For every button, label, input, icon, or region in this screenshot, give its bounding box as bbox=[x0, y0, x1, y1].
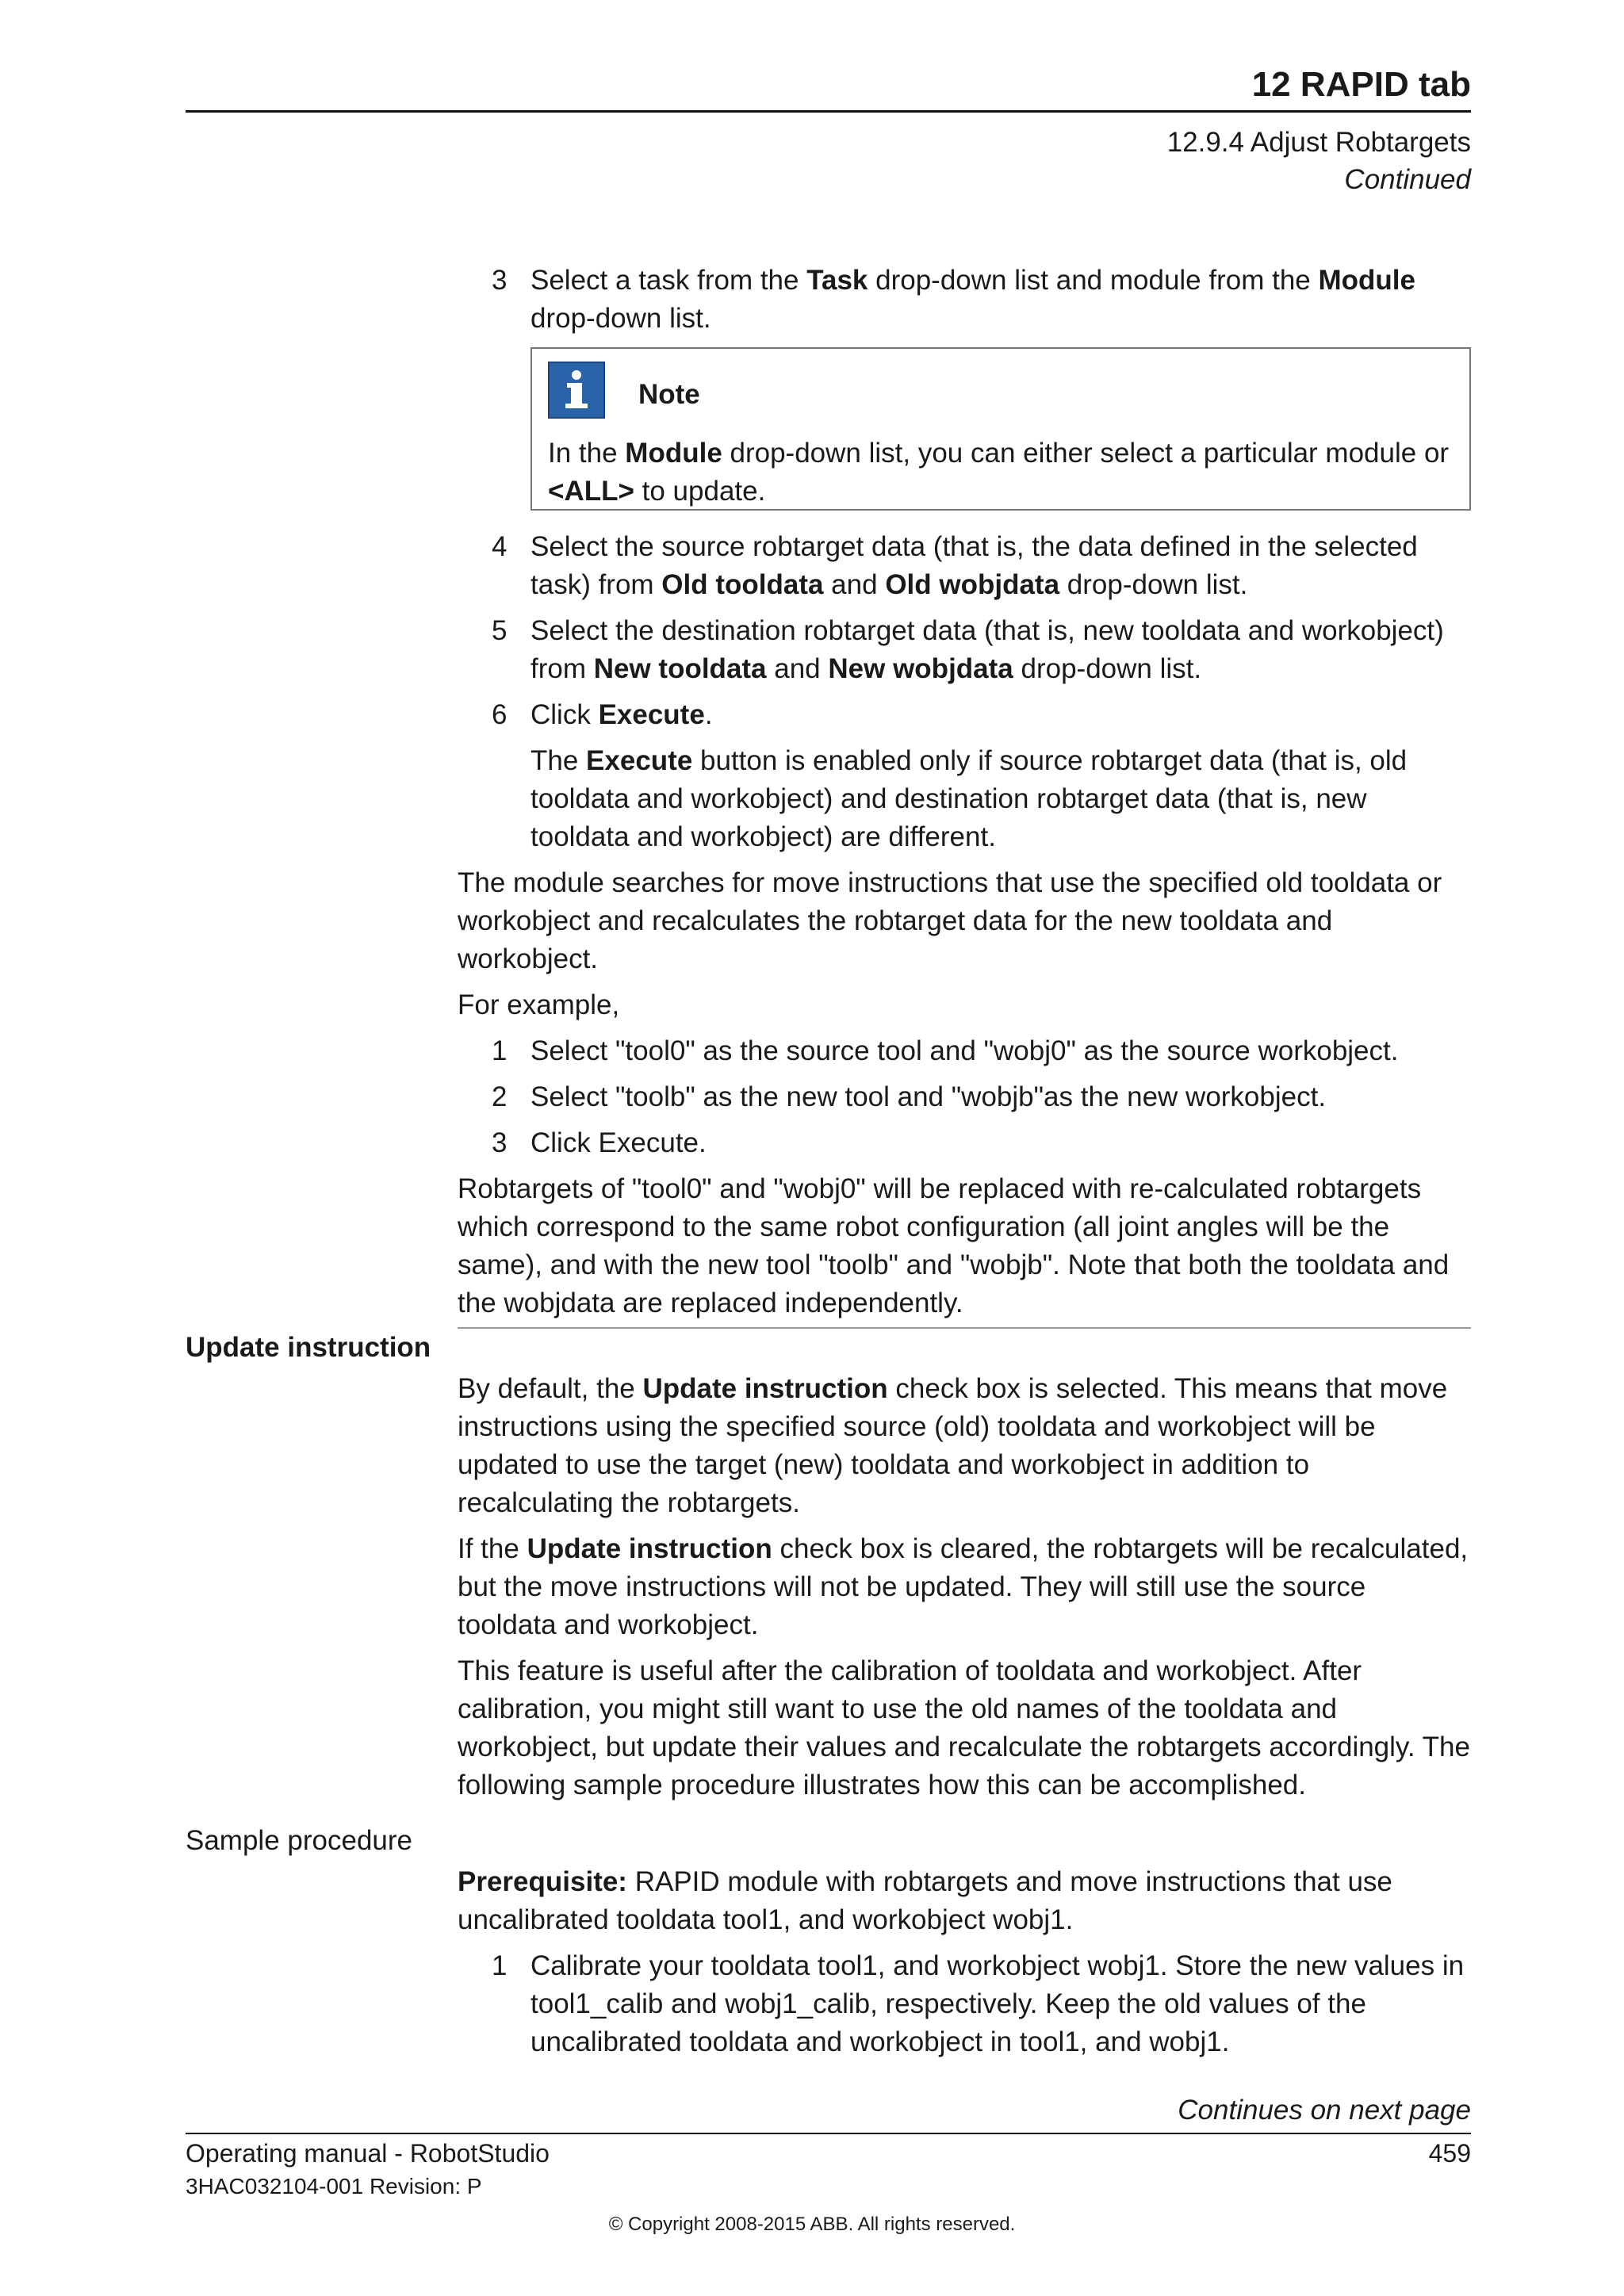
document-id: 3HAC032104-001 Revision: P bbox=[186, 2174, 482, 2198]
page-number: 459 bbox=[1428, 2139, 1471, 2168]
emphasis-text: Module bbox=[625, 438, 722, 469]
step-number: 4 bbox=[492, 531, 508, 562]
header-rule bbox=[186, 110, 1471, 113]
step-text: Select the source robtarget data (that is, the data defined in the selected task) from Old tooldata and Old wobjdata drop-down list. bbox=[530, 531, 1418, 600]
emphasis-text: New tooldata bbox=[593, 653, 767, 684]
emphasis-text: Update instruction bbox=[642, 1373, 888, 1404]
note-text: In the Module drop-down list, you can either select a particular module or <ALL> to update. bbox=[548, 438, 1450, 507]
chapter-title: 12 RAPID tab bbox=[1251, 65, 1471, 104]
emphasis-text: Prerequisite: bbox=[458, 1866, 627, 1897]
step-number: 5 bbox=[492, 615, 508, 646]
emphasis-text: Old wobjdata bbox=[885, 569, 1060, 600]
step-number: 1 bbox=[492, 1950, 508, 1981]
step-4-source-robtarget bbox=[458, 528, 1471, 604]
note-title: Note bbox=[638, 379, 700, 410]
section-divider bbox=[458, 1327, 1471, 1329]
section-title: 12.9.4 Adjust Robtargets bbox=[1166, 127, 1471, 158]
sample-step bbox=[458, 1947, 1471, 2061]
footer-rule bbox=[186, 2133, 1471, 2134]
example-step bbox=[458, 1032, 1471, 1070]
emphasis-text: Task bbox=[806, 265, 868, 296]
update-instruction-p3: This feature is useful after the calibration of tooldata and workobject. After calibration, you might still want to use the old names of the tooldata and workobject, but update their values and recalculate the robtargets accordingly. The following sample procedure illustrates how this can be accomplished. bbox=[458, 1655, 1470, 1800]
example-step bbox=[458, 1078, 1471, 1116]
continues-on-next-page: Continues on next page bbox=[1178, 2095, 1471, 2126]
step-text: Calibrate your tooldata tool1, and workobject wobj1. Store the new values in tool1_calib and wobj1_calib, respectively. Keep the old values of the uncalibrated tooldata and workobject in tool1, and wobj1. bbox=[530, 1950, 1465, 2057]
manual-title: Operating manual - RobotStudio bbox=[186, 2139, 550, 2168]
step-number: 6 bbox=[492, 699, 508, 730]
update-instruction-p1: By default, the Update instruction check box is selected. This means that move instructions using the specified source (old) tooldata and workobject will be updated to use the target (new) tooldata and workobject in addition to recalculating the robtargets. bbox=[458, 1373, 1448, 1518]
step-text: Select "toolb" as the new tool and "wobjb"as the new workobject. bbox=[530, 1081, 1327, 1112]
step-number: 3 bbox=[492, 1127, 508, 1158]
paragraph-robtargets-replaced: Robtargets of "tool0" and "wobj0" will be replaced with re-calculated robtargets which correspond to the same robot configuration (all joint angles will be the same), and with the new tool "toolb" and "wobjb". Note that both the tooldata and the wobjdata are replaced independently. bbox=[458, 1173, 1450, 1318]
emphasis-text: Module bbox=[1318, 265, 1415, 296]
emphasis-text: <ALL> bbox=[548, 476, 634, 507]
sample-procedure-heading: Sample procedure bbox=[186, 1825, 412, 1856]
emphasis-text: Update instruction bbox=[527, 1533, 772, 1564]
step-text: Click Execute. bbox=[530, 699, 713, 730]
step-3-select-task bbox=[458, 262, 1471, 338]
step-text: Click Execute. bbox=[530, 1127, 707, 1158]
step-6-click-execute bbox=[458, 696, 1471, 734]
copyright: © Copyright 2008-2015 ABB. All rights reserved. bbox=[608, 2214, 1016, 2235]
emphasis-text: Execute bbox=[586, 745, 693, 776]
emphasis-text: Old tooldata bbox=[661, 569, 824, 600]
update-instruction-p2: If the Update instruction check box is cleared, the robtargets will be recalculated, but the move instructions will not be updated. They will still use the source tooldata and workobject. bbox=[458, 1533, 1469, 1640]
example-step bbox=[458, 1124, 1471, 1162]
continued-label: Continued bbox=[1344, 164, 1471, 195]
step-number: 1 bbox=[492, 1035, 508, 1066]
step-text: Select a task from the Task drop-down list and module from the Module drop-down list. bbox=[530, 265, 1415, 334]
step-text: Select the destination robtarget data (that is, new tooldata and workobject) from New tooldata and New wobjdata drop-down list. bbox=[530, 615, 1444, 684]
update-instruction-body bbox=[458, 1370, 1471, 1812]
main-content bbox=[458, 262, 1471, 1330]
sample-procedure-body bbox=[458, 1863, 1471, 2069]
step-5-destination-robtarget bbox=[458, 612, 1471, 688]
paragraph-for-example: For example, bbox=[458, 989, 620, 1020]
info-icon bbox=[548, 362, 605, 419]
step-text: Select "tool0" as the source tool and "wobj0" as the source workobject. bbox=[530, 1035, 1399, 1066]
step-6-detail: The Execute button is enabled only if source robtarget data (that is, old tooldata and workobject) and destination robtarget data (that is, new tooldata and workobject) are different. bbox=[530, 745, 1408, 852]
note-box bbox=[530, 347, 1471, 511]
step-number: 3 bbox=[492, 265, 508, 296]
prerequisite-paragraph: Prerequisite: RAPID module with robtargets and move instructions that use uncalibrated tooldata tool1, and workobject wobj1. bbox=[458, 1866, 1392, 1935]
emphasis-text: Execute bbox=[598, 699, 705, 730]
step-number: 2 bbox=[492, 1081, 508, 1112]
paragraph-module-searches: The module searches for move instructions that use the specified old tooldata or workobject and recalculates the robtarget data for the new tooldata and workobject. bbox=[458, 867, 1442, 974]
emphasis-text: New wobjdata bbox=[828, 653, 1013, 684]
update-instruction-heading: Update instruction bbox=[186, 1332, 431, 1363]
